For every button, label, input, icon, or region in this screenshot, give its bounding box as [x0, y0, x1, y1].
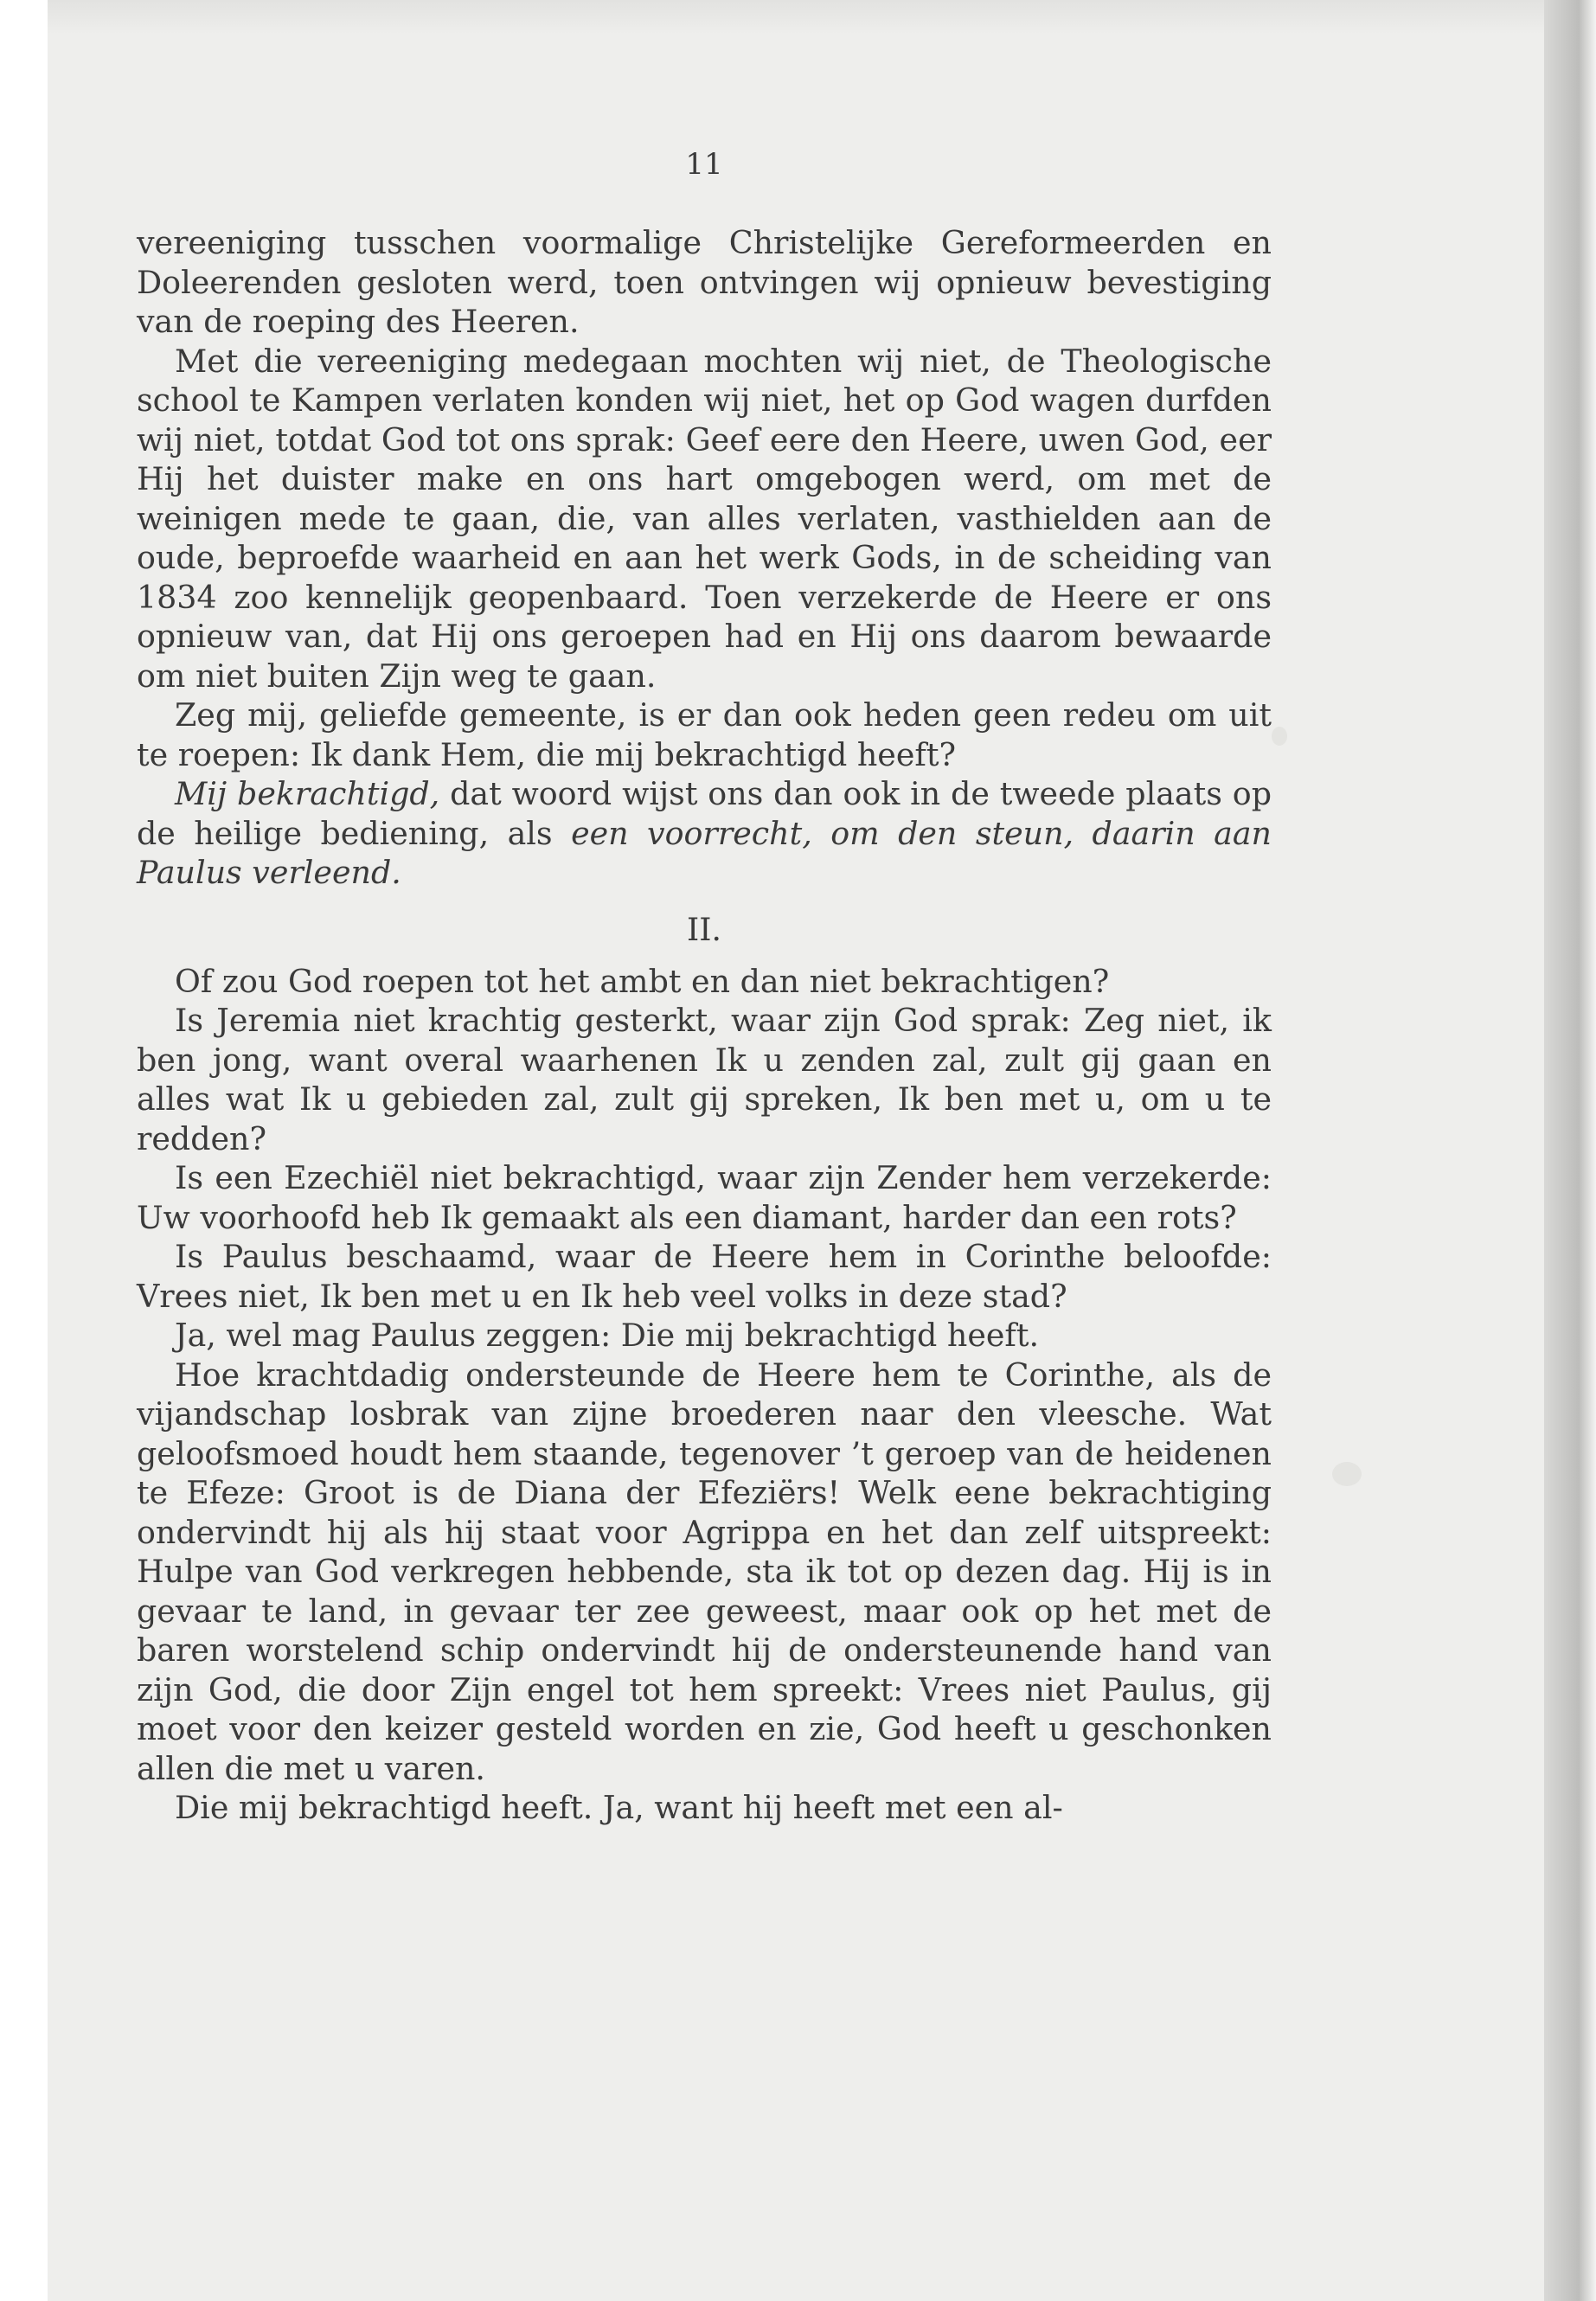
paragraph-mixed: [137, 774, 1272, 893]
page-number: 11: [685, 147, 723, 182]
body-text: [137, 223, 1272, 1828]
paragraph: Is Jeremia niet krachtig gesterkt, waar zijn God sprak: Zeg niet, ik ben jong, want overal waarhenen Ik u zenden zal, zult gij gaan en alles wat Ik u gebieden zal, zult gij spreken, Ik ben met u, om u te redden?: [137, 1002, 1272, 1157]
page-top-shadow: [48, 0, 1544, 35]
paragraph: Die mij bekrachtigd heeft. Ja, want hij heeft met een al-: [175, 1789, 1063, 1826]
section-heading: II.: [687, 912, 721, 948]
italic-phrase: Mij bekrachtigd,: [175, 775, 440, 812]
paragraph-continuation: vereeniging tusschen voormalige Christelijke Gereformeerden en Doleerenden gesloten werd, toen ontvingen wij opnieuw bevestiging van de roeping des Heeren.: [137, 224, 1272, 340]
paragraph: Is Paulus beschaamd, waar de Heere hem in Corinthe beloofde: Vrees niet, Ik ben met u en Ik heb veel volks in deze stad?: [137, 1238, 1272, 1315]
page-smudge: [1332, 1462, 1362, 1486]
paragraph: Met die vereeniging medegaan mochten wij niet, de Theologische school te Kampen verlaten konden wij niet, het op God wagen durfden wij niet, totdat God tot ons sprak: Geef eere den Heere, uwen God, eer Hij het duister make en ons hart omgebogen werd, om met de weinigen mede te gaan, die, van alles verlaten, vasthielden aan de oude, beproefde waarheid en aan het werk Gods, in de scheiding van 1834 zoo kennelijk geopenbaard. Toen verzekerde de Heere er ons opnieuw van, dat Hij ons geroepen had en Hij ons daarom bewaarde om niet buiten Zijn weg te gaan.: [137, 342, 1272, 695]
paragraph: Of zou God roepen tot het ambt en dan niet bekrachtigen?: [175, 962, 1110, 1000]
paragraph: Ja, wel mag Paulus zeggen: Die mij bekrachtigd heeft.: [175, 1317, 1040, 1354]
paragraph: Hoe krachtdadig ondersteunde de Heere hem te Corinthe, als de vijandschap losbrak van zijne broederen naar den vleesche. Wat geloofsmoed houdt hem staande, tegenover ’t geroep van de heidenen te Efeze: Groot is de Diana der Efeziërs! Welk eene bekrachtiging ondervindt hij als hij staat voor Agrippa en het dan zelf uitspreekt: Hulpe van God verkregen hebbende, sta ik tot op dezen dag. Hij is in gevaar te land, in gevaar ter zee geweest, maar ook op het met de baren worstelend schip ondervindt hij de ondersteunende hand van zijn God, die door Zijn engel tot hem spreekt: Vrees niet Paulus, gij moet voor den keizer gesteld worden en zie, God heeft u geschonken allen die met u varen.: [137, 1356, 1272, 1787]
italic-phrase: een voorrecht, om den steun, daarin aan Paulus verleend.: [137, 814, 1272, 891]
paragraph: Is een Ezechiël niet bekrachtigd, waar zijn Zender hem verzekerde: Uw voorhoofd heb Ik gemaakt als een diamant, harder dan een rots?: [137, 1159, 1272, 1236]
paragraph: Zeg mij, geliefde gemeente, is er dan ook heden geen redeu om uit te roepen: Ik dank Hem, die mij bekrachtigd heeft?: [137, 696, 1272, 773]
scan-background-right: [1544, 0, 1596, 2301]
page-smudge: [1272, 727, 1287, 746]
paragraph-text: dat woord wijst ons dan ook in de tweede plaats op de heilige bediening, als: [137, 775, 1272, 852]
scan-background-left: [0, 0, 48, 2301]
